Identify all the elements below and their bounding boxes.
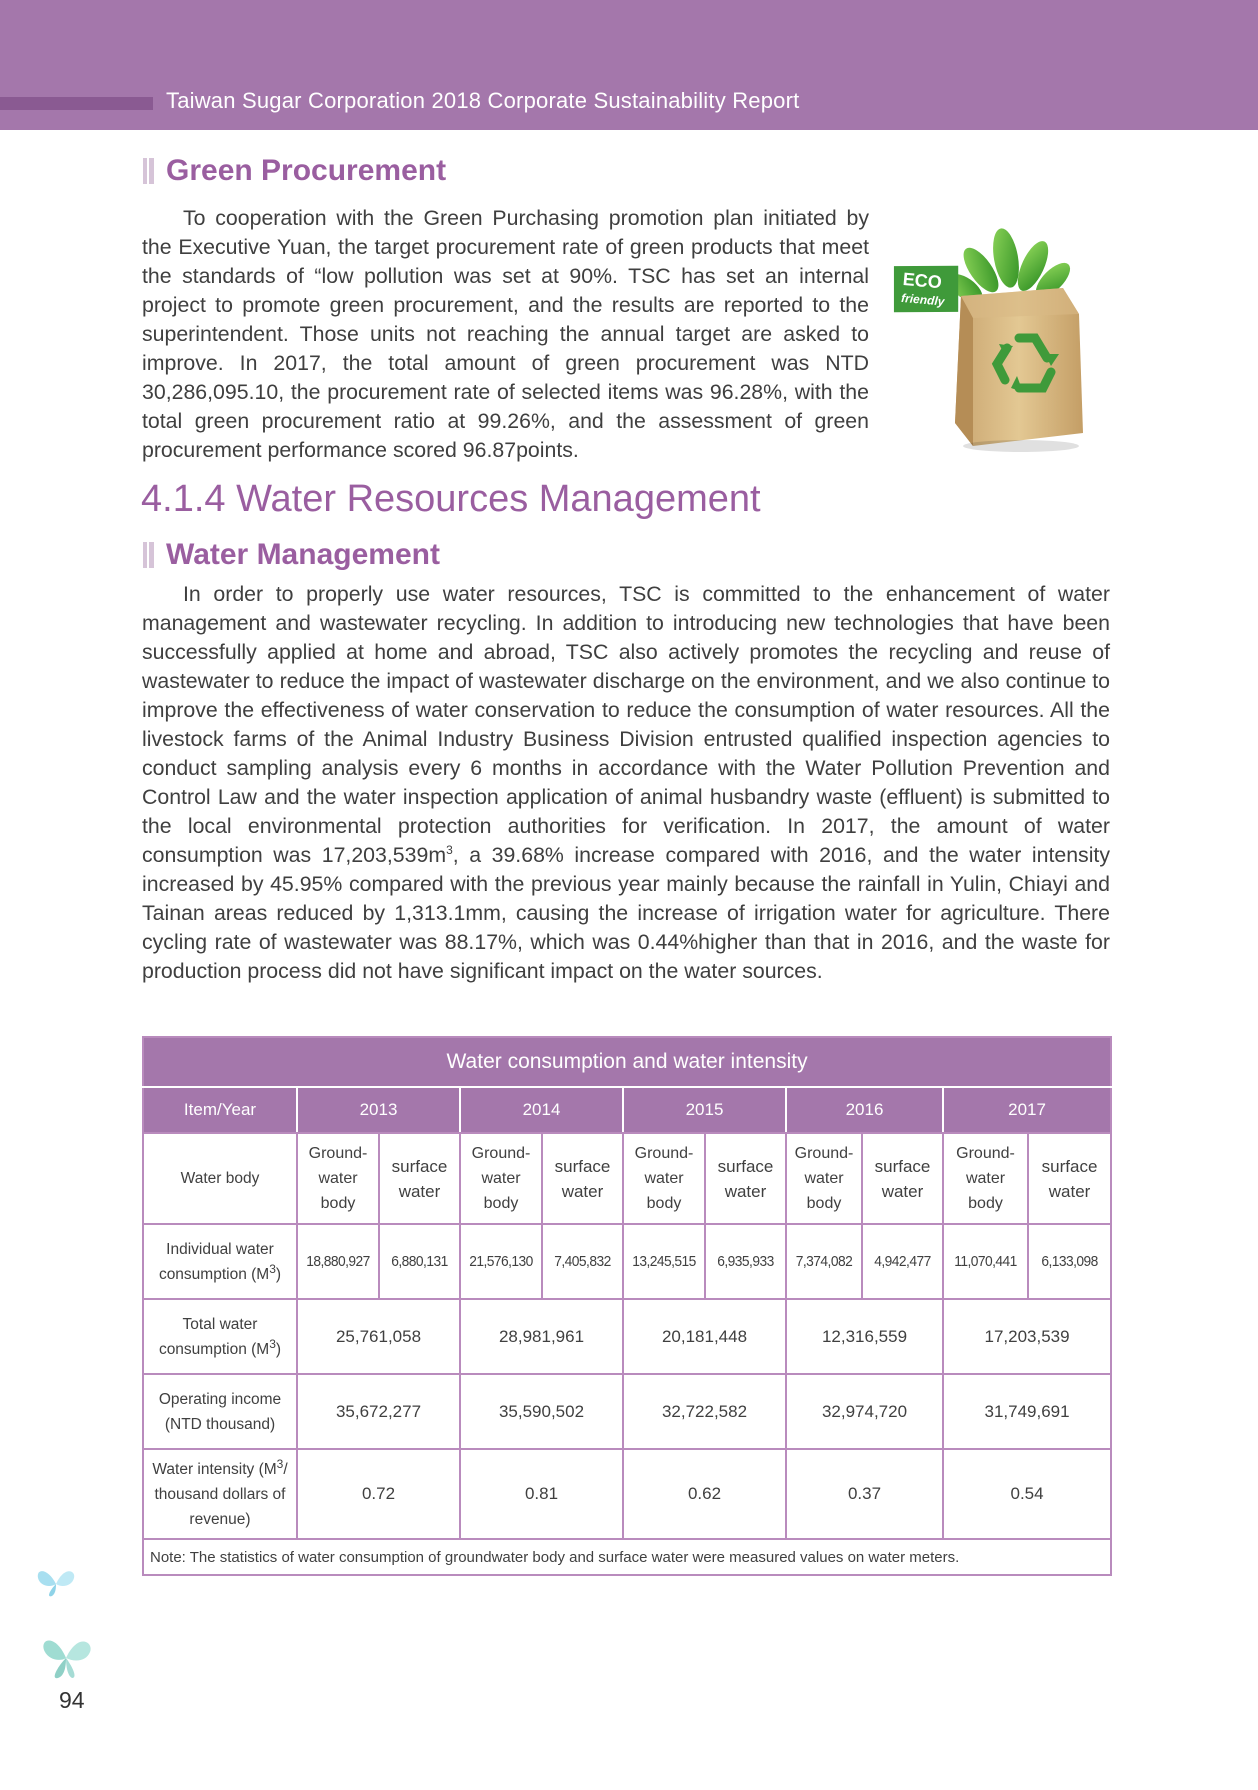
surface-water-label: surface water [862,1133,943,1224]
surface-water-label: surface water [1028,1133,1111,1224]
section-title: 4.1.4 Water Resources Management [141,478,761,520]
year-header: 2016 [786,1087,943,1133]
groundwater-label: Ground- water body [943,1133,1028,1224]
table-cell: 20,181,448 [623,1299,786,1374]
table-cell: 0.62 [623,1449,786,1539]
water-management-paragraph [142,580,1110,986]
total-consumption-label: Total water consumption $(M^3)$ [143,1299,297,1374]
table-cell: 28,981,961 [460,1299,623,1374]
butterfly-icon [36,1566,76,1600]
year-header: 2013 [297,1087,460,1133]
page-number: 94 [59,1687,85,1713]
groundwater-label: Ground- water body [460,1133,542,1224]
table-cell: 31,749,691 [943,1374,1111,1449]
year-header: 2014 [460,1087,623,1133]
water-paragraph-part-a: In order to properly use water resources, TSC is committed to the enhancement of water management and wastewater recycling. In addition to introducing new technologies that have been successfully applied at home and abroad, TSC also actively promotes the recycling and reuse of wastewater to reduce the impact of wastewater discharge on the environment, and we also continue to improve the effectiveness of water conservation to reduce the consumption of water resources. All the livestock farms of the Animal Industry Business Division entrusted qualified inspection agencies to conduct sampling analysis every 6 months in accordance with the Water Pollution Prevention and Control Law and the water inspection application of animal husbandry waste (effluent) is submitted to the local environmental protection authorities for verification. In 2017, the amount of water consumption was 17,203,539m [142,582,1110,867]
water-management-title: Water Management [166,538,440,571]
table-note: Note: The statistics of water consumption of groundwater body and surface water were measured values on water meters. [143,1539,1111,1575]
table-cell: 12,316,559 [786,1299,943,1374]
surface-water-label: surface water [542,1133,623,1224]
eco-friendly-bag-icon [893,218,1117,453]
table-cell: 7,405,832 [545,1224,620,1299]
water-management-heading [143,538,440,572]
item-year-header: Item/Year [143,1087,297,1133]
table-cell: 11,070,441 [946,1224,1024,1299]
section-marker-icon [143,158,154,184]
eco-badge-subtext: friendly [900,290,945,309]
table-cell: 6,935,933 [708,1224,783,1299]
groundwater-label: Ground- water body [786,1133,862,1224]
groundwater-label: Ground- water body [623,1133,705,1224]
butterfly-icon [36,1628,96,1686]
table-cell: 25,761,058 [297,1299,460,1374]
water-paragraph-part-b: , a 39.68% increase compared with 2016, and the water intensity increased by 45.95% compared with the previous year mainly because the rainfall in Yulin, Chiayi and Tainan areas reduced by 1,313.1mm, causing the increase of irrigation water for agriculture. There cycling rate of wastewater was 88.17%, which was 0.44%higher than that in 2016, and the waste for production process did not have significant impact on the water sources. [142,843,1110,983]
table-cell: 35,672,277 [297,1374,460,1449]
table-cell: 35,590,502 [460,1374,623,1449]
water-body-label: Water body [143,1133,297,1224]
table-cell: 18,880,927 [300,1224,375,1299]
table-cell: 17,203,539 [943,1299,1111,1374]
table-cell: 4,942,477 [865,1224,940,1299]
table-cell: 21,576,130 [463,1224,538,1299]
report-title: Taiwan Sugar Corporation 2018 Corporate Sustainability Report [166,88,800,113]
water-consumption-table [142,1036,1112,1576]
surface-water-label: surface water [379,1133,460,1224]
table-cell: 0.37 [786,1449,943,1539]
section-marker-icon [143,542,154,568]
year-header: 2015 [623,1087,786,1133]
surface-water-label: surface water [705,1133,786,1224]
table-cell: 32,722,582 [623,1374,786,1449]
operating-income-label: Operating income (NTD thousand) [143,1374,297,1449]
green-procurement-title: Green Procurement [166,154,447,187]
water-intensity-label: Water intensity ($M^3/$ thousand dollars of revenue) [143,1449,297,1539]
table-cell: 6,880,131 [382,1224,457,1299]
table-cell: 0.72 [297,1449,460,1539]
header-accent-bar [0,97,153,110]
table-caption: Water consumption and water intensity [143,1037,1111,1087]
green-procurement-paragraph: To cooperation with the Green Purchasing promotion plan initiated by the Executive Yuan, the target procurement rate of green products that meet the standards of “low pollution was set at 90%. TSC has set an internal project to promote green procurement, and the results are reported to the superintendent. Those units not reaching the annual target are asked to improve. In 2017, the total amount of green procurement was NTD 30,286,095.10, the procurement rate of selected items was 96.28%, with the total green procurement ratio at 99.26%, and the assessment of green procurement performance scored 96.87points. [142,206,869,462]
year-header: 2017 [943,1087,1111,1133]
green-procurement-heading [143,154,446,188]
eco-badge-text: ECO [901,268,943,293]
groundwater-label: Ground- water body [297,1133,379,1224]
superscript-3: 3 [446,842,453,857]
table-cell: 6,133,098 [1031,1224,1107,1299]
table-cell: 0.81 [460,1449,623,1539]
table-cell: 0.54 [943,1449,1111,1539]
individual-consumption-label: Individual water consumption $(M^3)$ [143,1224,297,1299]
table-cell: 32,974,720 [786,1374,943,1449]
table-cell: 7,374,082 [789,1224,859,1299]
table-cell: 13,245,515 [626,1224,701,1299]
